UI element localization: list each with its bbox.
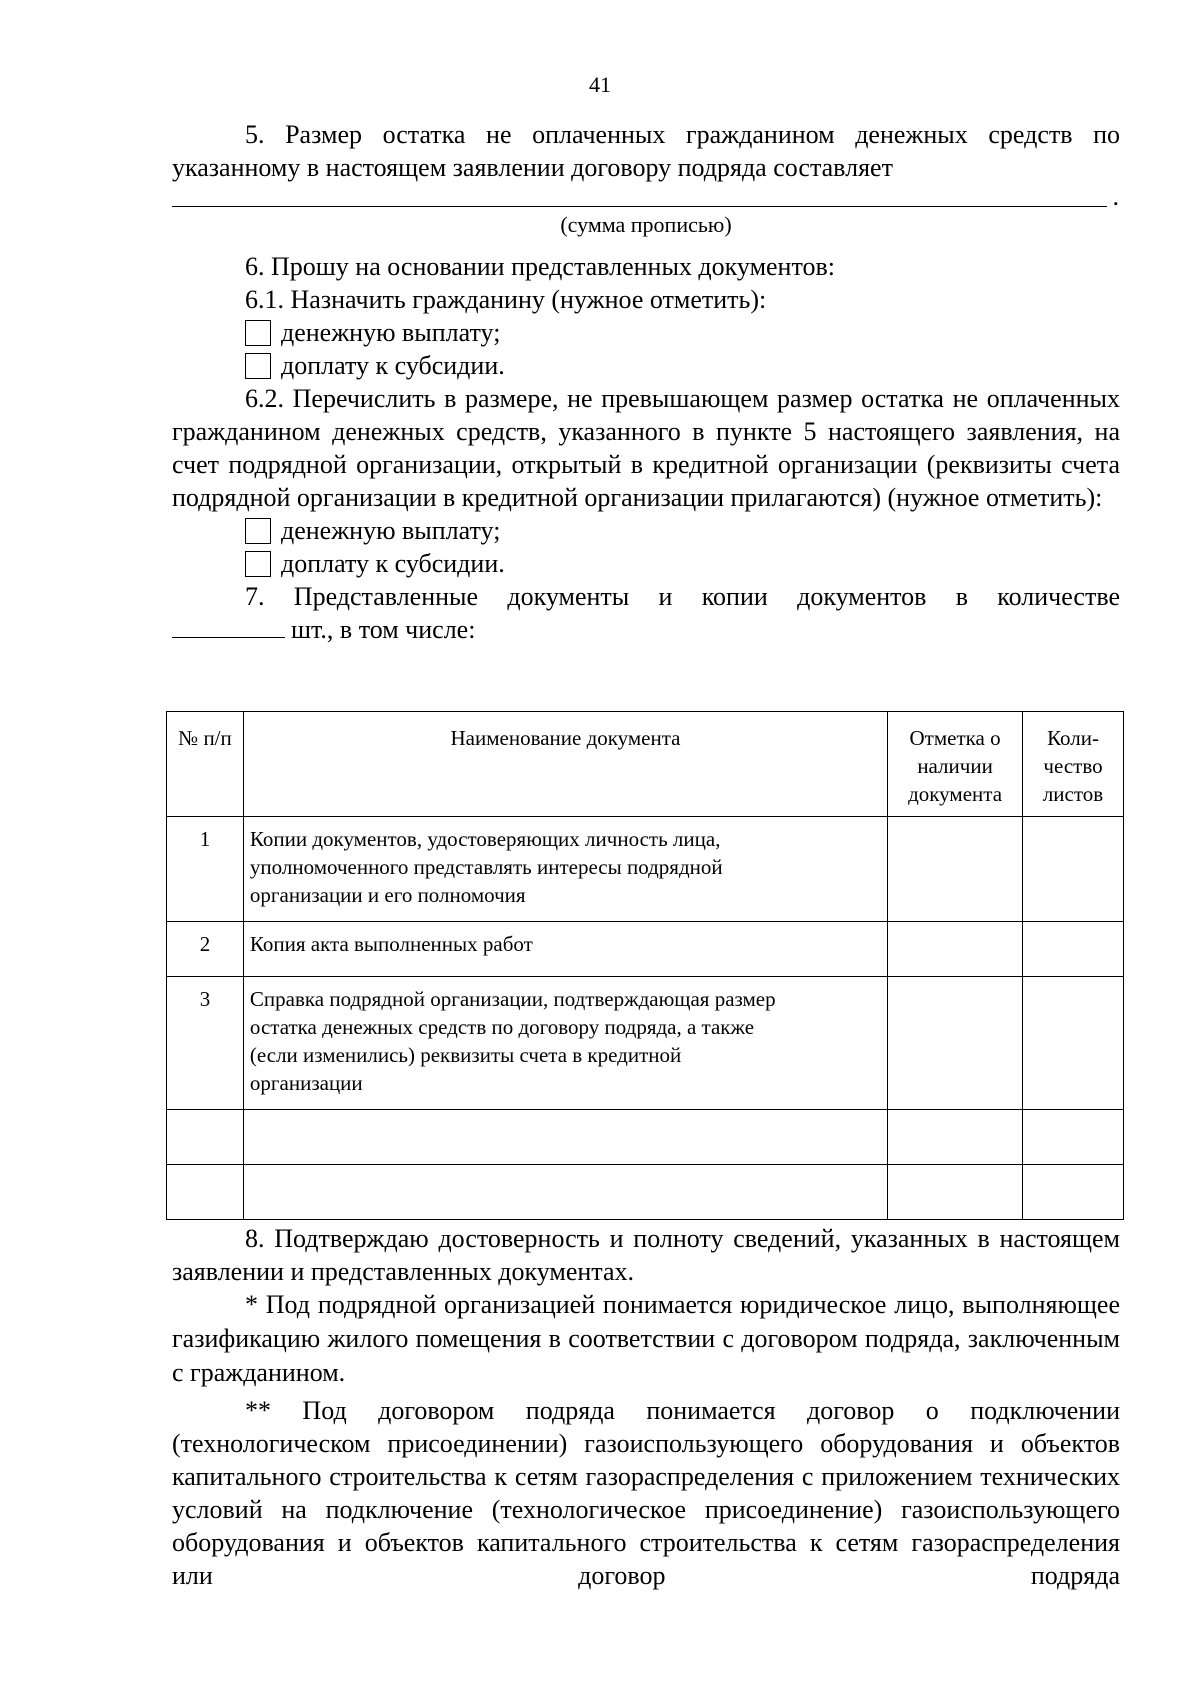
row-num-empty[interactable] [167,1110,244,1165]
row-num: 3 [167,977,244,1110]
header-mark-line: наличии [917,754,993,778]
amount-caption: (сумма прописью) [560,212,732,237]
row-mark-cell[interactable] [888,1110,1023,1165]
documents-table [166,711,1124,1220]
row-count-cell[interactable] [1023,1110,1124,1165]
row-mark-cell[interactable] [888,1165,1023,1220]
row-name-line: организации и его полномочия [249,883,526,907]
checkbox-6-1-subsidy[interactable] [245,353,271,379]
header-mark-line: документа [908,782,1003,806]
header-name: Наименование документа [243,712,887,817]
table-row [167,977,1124,1110]
checkbox-6-1-cash[interactable] [245,320,271,346]
header-count [1023,712,1124,817]
header-count-line: чество [1043,754,1103,778]
option-label: доплату к субсидии. [281,548,505,578]
row-num: 2 [167,922,244,977]
option-6-2-subsidy[interactable] [172,547,1120,580]
row-name [243,922,887,977]
option-6-1-cash[interactable] [172,316,1120,349]
row-num-empty[interactable] [167,1165,244,1220]
row-name-line: Справка подрядной организации, подтверждающая размер [249,987,776,1011]
row-name-line: (если изменились) реквизиты счета в кредитной [249,1043,682,1067]
section-8-text: 8. Подтверждаю достоверность и полноту сведений, указанных в настоящем заявлении и представленных документах. [172,1224,1120,1286]
checkbox-6-2-cash[interactable] [245,518,271,544]
row-name-line: организации [249,1071,363,1095]
row-count-cell[interactable] [1023,977,1124,1110]
section-6 [172,250,1120,646]
page-number: 41 [589,72,611,97]
amount-fill-line [172,182,1119,211]
section-7-text-2: шт., в том числе: [291,615,476,644]
row-name-empty[interactable] [243,1165,887,1220]
footnote-contractor: * Под подрядной организацией понимается юридическое лицо, выполняющее газификацию жилого помещения в соответствии с договором подряда, заключенным с гражданином. [172,1290,1120,1387]
option-label: доплату к субсидии. [281,350,505,380]
table-header-row [167,712,1124,817]
section-5-text: 5. Размер остатка не оплаченных гражданином денежных средств по указанному в настоящем заявлении договору подряда составляет [172,120,1120,182]
closing-sections [172,1222,1120,1592]
section-7-text-1: 7. Представленные документы и копии документов в количестве [245,582,1120,611]
table-row-empty [167,1110,1124,1165]
option-label: денежную выплату; [281,515,501,545]
row-name-line: Копии документов, удостоверяющих личность лица, [249,827,721,851]
row-name [243,977,887,1110]
row-num: 1 [167,817,244,922]
row-name-empty[interactable] [243,1110,887,1165]
header-count-line: листов [1042,782,1104,806]
fill-line-dot: . [1112,182,1119,211]
option-label: денежную выплату; [281,317,501,347]
header-count-line: Коли- [1047,726,1099,750]
option-6-2-cash[interactable] [172,514,1120,547]
table-row [167,922,1124,977]
row-name-line: уполномоченного представлять интересы подрядной [249,855,723,879]
section-6-heading: 6. Прошу на основании представленных документов: [245,252,835,281]
row-count-cell[interactable] [1023,1165,1124,1220]
table-row [167,817,1124,922]
checkbox-6-2-subsidy[interactable] [245,551,271,577]
table-row-empty [167,1165,1124,1220]
row-count-cell[interactable] [1023,817,1124,922]
row-name [243,817,887,922]
row-mark-cell[interactable] [888,922,1023,977]
row-name-line: Копия акта выполненных работ [249,932,533,956]
footnote-contract: ** Под договором подряда понимается договор о подключении (технологическом присоединении) газоиспользующего оборудования и объектов капитального строительства к сетям газораспределения с приложением технических условий на подключение (технологическое присоединение) газоиспользующего оборудования и объектов капитального строительства к сетям газораспределения или договор подряда [172,1396,1120,1590]
section-6-1-text: 6.1. Назначить гражданину (нужное отметить): [245,285,767,314]
row-mark-cell[interactable] [888,977,1023,1110]
row-count-cell[interactable] [1023,922,1124,977]
header-mark-line: Отметка о [909,726,1001,750]
header-mark [888,712,1023,817]
row-mark-cell[interactable] [888,817,1023,922]
quantity-fill-line [172,615,285,638]
header-num: № п/п [167,712,244,817]
section-6-2-text: 6.2. Перечислить в размере, не превышающем размер остатка не оплаченных гражданином денежных средств, указанного в пункте 5 настоящего заявления, на счет подрядной организации, открытый в кредитной организации (реквизиты счета подрядной организации в кредитной организации прилагаются) (нужное отметить): [172,384,1120,512]
row-name-line: остатка денежных средств по договору подряда, а также [249,1015,755,1039]
section-5 [172,118,1120,239]
section-7-line-2 [172,613,1120,646]
option-6-1-subsidy[interactable] [172,349,1120,382]
